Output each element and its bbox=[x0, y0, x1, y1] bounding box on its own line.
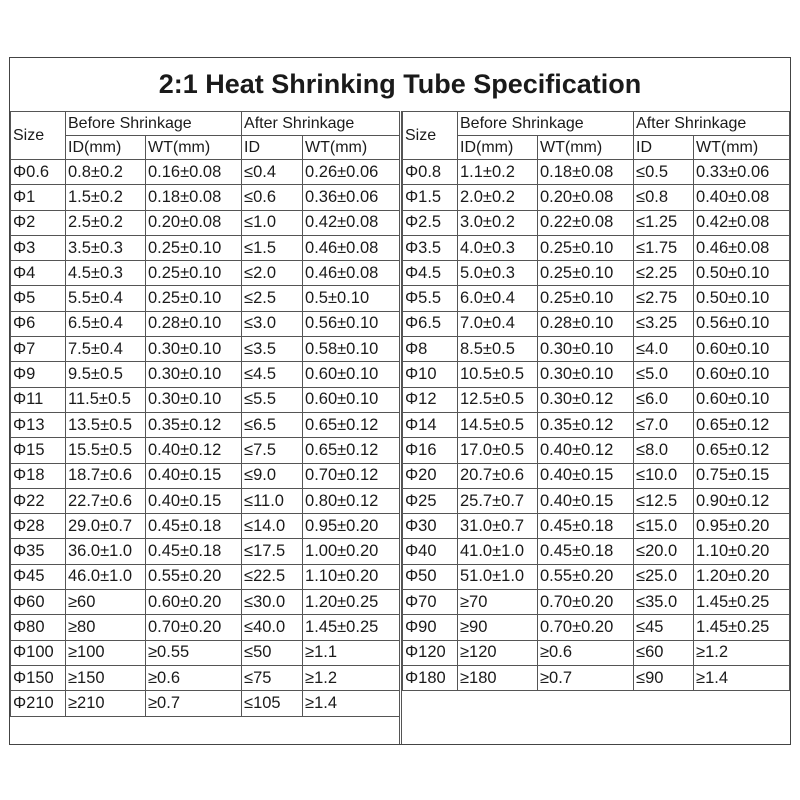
table-row bbox=[11, 311, 400, 336]
after-id-cell: ≤0.6 bbox=[242, 185, 303, 210]
after-id-cell: ≤75 bbox=[242, 665, 303, 690]
size-cell: Φ13 bbox=[11, 412, 66, 437]
before-id-cell: 4.0±0.3 bbox=[458, 235, 538, 260]
table-row bbox=[11, 362, 400, 387]
size-cell: Φ3.5 bbox=[403, 235, 458, 260]
before-id-cell: ≥150 bbox=[66, 665, 146, 690]
before-id-cell: 31.0±0.7 bbox=[458, 514, 538, 539]
before-wt-cell: 0.45±0.18 bbox=[146, 539, 242, 564]
before-id-cell: 2.5±0.2 bbox=[66, 210, 146, 235]
after-id-cell: ≤5.0 bbox=[634, 362, 694, 387]
after-id-cell: ≤35.0 bbox=[634, 590, 694, 615]
after-wt-header: WT(mm) bbox=[303, 136, 400, 160]
size-cell: Φ210 bbox=[11, 691, 66, 716]
after-id-cell: ≤2.5 bbox=[242, 286, 303, 311]
after-id-cell: ≤22.5 bbox=[242, 564, 303, 589]
size-cell: Φ1 bbox=[11, 185, 66, 210]
after-id-cell: ≤12.5 bbox=[634, 488, 694, 513]
size-cell: Φ10 bbox=[403, 362, 458, 387]
after-id-cell: ≤20.0 bbox=[634, 539, 694, 564]
before-wt-header: WT(mm) bbox=[146, 136, 242, 160]
after-id-cell: ≤9.0 bbox=[242, 463, 303, 488]
after-id-cell: ≤3.0 bbox=[242, 311, 303, 336]
size-cell: Φ2.5 bbox=[403, 210, 458, 235]
table-row bbox=[11, 235, 400, 260]
size-cell: Φ20 bbox=[403, 463, 458, 488]
before-wt-cell: 0.30±0.10 bbox=[538, 337, 634, 362]
before-wt-cell: ≥0.6 bbox=[146, 665, 242, 690]
table-row bbox=[11, 185, 400, 210]
size-cell: Φ0.6 bbox=[11, 160, 66, 185]
before-wt-cell: 0.25±0.10 bbox=[538, 286, 634, 311]
table-row bbox=[11, 615, 400, 640]
after-id-cell: ≤15.0 bbox=[634, 514, 694, 539]
before-id-cell: 7.5±0.4 bbox=[66, 337, 146, 362]
size-cell: Φ30 bbox=[403, 514, 458, 539]
size-cell: Φ120 bbox=[403, 640, 458, 665]
before-wt-cell: 0.40±0.15 bbox=[538, 488, 634, 513]
size-cell: Φ70 bbox=[403, 590, 458, 615]
before-wt-cell: 0.35±0.12 bbox=[146, 412, 242, 437]
page-title: 2:1 Heat Shrinking Tube Specification bbox=[10, 58, 790, 112]
before-id-cell: 3.5±0.3 bbox=[66, 235, 146, 260]
table-row bbox=[403, 235, 790, 260]
size-cell: Φ80 bbox=[11, 615, 66, 640]
after-id-cell: ≤7.0 bbox=[634, 412, 694, 437]
before-wt-cell: 0.55±0.20 bbox=[538, 564, 634, 589]
after-shrinkage-header: After Shrinkage bbox=[634, 112, 790, 136]
after-wt-cell: 0.46±0.08 bbox=[694, 235, 790, 260]
after-id-cell: ≤17.5 bbox=[242, 539, 303, 564]
after-id-cell: ≤4.0 bbox=[634, 337, 694, 362]
size-header: Size bbox=[403, 112, 458, 160]
before-wt-cell: 0.25±0.10 bbox=[538, 261, 634, 286]
before-wt-cell: 0.18±0.08 bbox=[538, 160, 634, 185]
size-cell: Φ3 bbox=[11, 235, 66, 260]
before-id-cell: ≥80 bbox=[66, 615, 146, 640]
before-wt-cell: 0.30±0.10 bbox=[146, 362, 242, 387]
after-id-cell: ≤2.0 bbox=[242, 261, 303, 286]
before-wt-cell: 0.16±0.08 bbox=[146, 160, 242, 185]
size-cell: Φ8 bbox=[403, 337, 458, 362]
after-wt-cell: 0.58±0.10 bbox=[303, 337, 400, 362]
before-wt-cell: 0.70±0.20 bbox=[146, 615, 242, 640]
before-id-cell: 14.5±0.5 bbox=[458, 412, 538, 437]
before-id-cell: 1.1±0.2 bbox=[458, 160, 538, 185]
after-wt-cell: 0.42±0.08 bbox=[303, 210, 400, 235]
right-spec-half bbox=[402, 111, 789, 691]
before-id-cell: 6.0±0.4 bbox=[458, 286, 538, 311]
left-table-body bbox=[11, 160, 400, 717]
size-cell: Φ25 bbox=[403, 488, 458, 513]
after-id-cell: ≤50 bbox=[242, 640, 303, 665]
after-wt-cell: 0.75±0.15 bbox=[694, 463, 790, 488]
after-wt-cell: 0.60±0.10 bbox=[303, 362, 400, 387]
before-wt-cell: 0.30±0.12 bbox=[538, 387, 634, 412]
before-wt-cell: ≥0.6 bbox=[538, 640, 634, 665]
after-id-cell: ≤60 bbox=[634, 640, 694, 665]
table-row bbox=[11, 539, 400, 564]
size-cell: Φ1.5 bbox=[403, 185, 458, 210]
before-id-cell: 11.5±0.5 bbox=[66, 387, 146, 412]
after-wt-cell: 0.46±0.08 bbox=[303, 261, 400, 286]
before-shrinkage-header: Before Shrinkage bbox=[66, 112, 242, 136]
size-header: Size bbox=[11, 112, 66, 160]
table-row bbox=[403, 488, 790, 513]
before-wt-cell: 0.70±0.20 bbox=[538, 590, 634, 615]
after-id-cell: ≤6.5 bbox=[242, 412, 303, 437]
before-id-cell: 36.0±1.0 bbox=[66, 539, 146, 564]
after-wt-cell: 1.10±0.20 bbox=[694, 539, 790, 564]
right-spec-table bbox=[402, 111, 790, 691]
after-id-cell: ≤2.25 bbox=[634, 261, 694, 286]
before-wt-cell: 0.40±0.12 bbox=[146, 438, 242, 463]
after-wt-cell: 0.60±0.10 bbox=[694, 387, 790, 412]
before-id-cell: 3.0±0.2 bbox=[458, 210, 538, 235]
after-wt-cell: 1.00±0.20 bbox=[303, 539, 400, 564]
after-wt-cell: 0.56±0.10 bbox=[694, 311, 790, 336]
before-id-header: ID(mm) bbox=[66, 136, 146, 160]
before-id-cell: 17.0±0.5 bbox=[458, 438, 538, 463]
table-row bbox=[11, 160, 400, 185]
table-row bbox=[11, 412, 400, 437]
after-id-cell: ≤1.0 bbox=[242, 210, 303, 235]
table-row bbox=[403, 665, 790, 690]
after-wt-cell: 0.95±0.20 bbox=[694, 514, 790, 539]
size-cell: Φ90 bbox=[403, 615, 458, 640]
table-row bbox=[11, 640, 400, 665]
before-id-cell: 0.8±0.2 bbox=[66, 160, 146, 185]
size-cell: Φ28 bbox=[11, 514, 66, 539]
after-id-cell: ≤0.5 bbox=[634, 160, 694, 185]
after-wt-cell: 0.56±0.10 bbox=[303, 311, 400, 336]
size-cell: Φ180 bbox=[403, 665, 458, 690]
before-wt-cell: 0.22±0.08 bbox=[538, 210, 634, 235]
table-row bbox=[403, 337, 790, 362]
size-cell: Φ40 bbox=[403, 539, 458, 564]
before-id-cell: 51.0±1.0 bbox=[458, 564, 538, 589]
after-wt-cell: 0.65±0.12 bbox=[303, 438, 400, 463]
before-id-cell: 18.7±0.6 bbox=[66, 463, 146, 488]
table-row bbox=[403, 640, 790, 665]
before-wt-cell: 0.30±0.10 bbox=[146, 337, 242, 362]
after-id-cell: ≤10.0 bbox=[634, 463, 694, 488]
table-row bbox=[403, 160, 790, 185]
after-wt-cell: 0.65±0.12 bbox=[303, 412, 400, 437]
after-id-cell: ≤45 bbox=[634, 615, 694, 640]
after-id-cell: ≤1.5 bbox=[242, 235, 303, 260]
before-wt-cell: 0.45±0.18 bbox=[538, 514, 634, 539]
before-wt-cell: ≥0.7 bbox=[146, 691, 242, 716]
after-id-cell: ≤11.0 bbox=[242, 488, 303, 513]
before-wt-cell: 0.25±0.10 bbox=[146, 235, 242, 260]
before-id-cell: 8.5±0.5 bbox=[458, 337, 538, 362]
after-shrinkage-header: After Shrinkage bbox=[242, 112, 400, 136]
after-id-cell: ≤30.0 bbox=[242, 590, 303, 615]
before-id-cell: 9.5±0.5 bbox=[66, 362, 146, 387]
before-wt-cell: 0.20±0.08 bbox=[146, 210, 242, 235]
before-id-cell: 5.0±0.3 bbox=[458, 261, 538, 286]
size-cell: Φ45 bbox=[11, 564, 66, 589]
before-shrinkage-header: Before Shrinkage bbox=[458, 112, 634, 136]
after-wt-cell: 0.70±0.12 bbox=[303, 463, 400, 488]
before-wt-cell: 0.45±0.18 bbox=[146, 514, 242, 539]
size-cell: Φ7 bbox=[11, 337, 66, 362]
after-wt-cell: 0.65±0.12 bbox=[694, 438, 790, 463]
after-id-cell: ≤2.75 bbox=[634, 286, 694, 311]
after-id-cell: ≤25.0 bbox=[634, 564, 694, 589]
table-row bbox=[11, 564, 400, 589]
table-row bbox=[11, 286, 400, 311]
after-wt-cell: 0.33±0.06 bbox=[694, 160, 790, 185]
size-cell: Φ15 bbox=[11, 438, 66, 463]
before-wt-cell: 0.25±0.10 bbox=[146, 261, 242, 286]
left-spec-half bbox=[10, 111, 399, 717]
before-id-cell: ≥210 bbox=[66, 691, 146, 716]
size-cell: Φ22 bbox=[11, 488, 66, 513]
before-id-cell: 1.5±0.2 bbox=[66, 185, 146, 210]
size-cell: Φ14 bbox=[403, 412, 458, 437]
size-cell: Φ6 bbox=[11, 311, 66, 336]
after-id-header: ID bbox=[634, 136, 694, 160]
after-id-header: ID bbox=[242, 136, 303, 160]
after-id-cell: ≤105 bbox=[242, 691, 303, 716]
after-wt-cell: 0.95±0.20 bbox=[303, 514, 400, 539]
table-row bbox=[403, 185, 790, 210]
right-table-body bbox=[403, 160, 790, 691]
after-wt-cell: 1.45±0.25 bbox=[694, 590, 790, 615]
size-cell: Φ5 bbox=[11, 286, 66, 311]
table-row bbox=[403, 539, 790, 564]
size-cell: Φ150 bbox=[11, 665, 66, 690]
after-wt-cell: ≥1.1 bbox=[303, 640, 400, 665]
after-wt-cell: 0.40±0.08 bbox=[694, 185, 790, 210]
after-id-cell: ≤4.5 bbox=[242, 362, 303, 387]
size-cell: Φ2 bbox=[11, 210, 66, 235]
after-wt-cell: 0.5±0.10 bbox=[303, 286, 400, 311]
before-wt-cell: 0.40±0.15 bbox=[146, 463, 242, 488]
size-cell: Φ9 bbox=[11, 362, 66, 387]
before-id-cell: 2.0±0.2 bbox=[458, 185, 538, 210]
table-row bbox=[403, 590, 790, 615]
before-wt-cell: 0.18±0.08 bbox=[146, 185, 242, 210]
before-id-cell: 5.5±0.4 bbox=[66, 286, 146, 311]
table-row bbox=[403, 412, 790, 437]
before-id-cell: 7.0±0.4 bbox=[458, 311, 538, 336]
size-cell: Φ35 bbox=[11, 539, 66, 564]
table-row bbox=[11, 210, 400, 235]
before-wt-cell: 0.40±0.15 bbox=[538, 463, 634, 488]
table-row bbox=[403, 514, 790, 539]
before-id-header: ID(mm) bbox=[458, 136, 538, 160]
after-id-cell: ≤40.0 bbox=[242, 615, 303, 640]
before-wt-cell: 0.30±0.10 bbox=[146, 387, 242, 412]
before-wt-cell: 0.28±0.10 bbox=[146, 311, 242, 336]
size-cell: Φ18 bbox=[11, 463, 66, 488]
size-cell: Φ16 bbox=[403, 438, 458, 463]
before-id-cell: 15.5±0.5 bbox=[66, 438, 146, 463]
before-wt-cell: 0.25±0.10 bbox=[146, 286, 242, 311]
after-id-cell: ≤14.0 bbox=[242, 514, 303, 539]
table-row bbox=[11, 590, 400, 615]
after-id-cell: ≤1.25 bbox=[634, 210, 694, 235]
table-row bbox=[11, 488, 400, 513]
after-wt-cell: 0.46±0.08 bbox=[303, 235, 400, 260]
before-id-cell: 29.0±0.7 bbox=[66, 514, 146, 539]
size-cell: Φ4 bbox=[11, 261, 66, 286]
before-id-cell: ≥60 bbox=[66, 590, 146, 615]
after-wt-cell: 1.10±0.20 bbox=[303, 564, 400, 589]
after-id-cell: ≤5.5 bbox=[242, 387, 303, 412]
table-row bbox=[11, 463, 400, 488]
before-wt-cell: 0.25±0.10 bbox=[538, 235, 634, 260]
table-row bbox=[11, 261, 400, 286]
before-id-cell: 13.5±0.5 bbox=[66, 412, 146, 437]
after-wt-cell: ≥1.2 bbox=[694, 640, 790, 665]
size-cell: Φ0.8 bbox=[403, 160, 458, 185]
table-row bbox=[403, 286, 790, 311]
table-row bbox=[403, 564, 790, 589]
size-cell: Φ100 bbox=[11, 640, 66, 665]
after-wt-cell: 0.60±0.10 bbox=[694, 337, 790, 362]
after-wt-cell: 0.80±0.12 bbox=[303, 488, 400, 513]
table-row bbox=[403, 311, 790, 336]
before-wt-header: WT(mm) bbox=[538, 136, 634, 160]
after-id-cell: ≤3.5 bbox=[242, 337, 303, 362]
after-id-cell: ≤0.8 bbox=[634, 185, 694, 210]
size-cell: Φ50 bbox=[403, 564, 458, 589]
before-wt-cell: 0.60±0.20 bbox=[146, 590, 242, 615]
after-wt-cell: 1.20±0.20 bbox=[694, 564, 790, 589]
size-cell: Φ6.5 bbox=[403, 311, 458, 336]
after-id-cell: ≤7.5 bbox=[242, 438, 303, 463]
after-id-cell: ≤8.0 bbox=[634, 438, 694, 463]
before-id-cell: 41.0±1.0 bbox=[458, 539, 538, 564]
before-id-cell: 25.7±0.7 bbox=[458, 488, 538, 513]
after-wt-cell: 1.45±0.25 bbox=[303, 615, 400, 640]
after-wt-cell: 0.60±0.10 bbox=[303, 387, 400, 412]
spec-table-frame bbox=[9, 57, 791, 745]
before-id-cell: 46.0±1.0 bbox=[66, 564, 146, 589]
after-id-cell: ≤3.25 bbox=[634, 311, 694, 336]
table-row bbox=[403, 615, 790, 640]
before-wt-cell: 0.35±0.12 bbox=[538, 412, 634, 437]
table-row bbox=[11, 665, 400, 690]
after-wt-cell: 0.50±0.10 bbox=[694, 286, 790, 311]
after-wt-cell: 1.45±0.25 bbox=[694, 615, 790, 640]
before-id-cell: 20.7±0.6 bbox=[458, 463, 538, 488]
before-id-cell: ≥120 bbox=[458, 640, 538, 665]
before-wt-cell: 0.55±0.20 bbox=[146, 564, 242, 589]
before-id-cell: ≥70 bbox=[458, 590, 538, 615]
before-wt-cell: 0.70±0.20 bbox=[538, 615, 634, 640]
before-wt-cell: 0.45±0.18 bbox=[538, 539, 634, 564]
size-cell: Φ12 bbox=[403, 387, 458, 412]
after-id-cell: ≤6.0 bbox=[634, 387, 694, 412]
before-id-cell: ≥180 bbox=[458, 665, 538, 690]
after-wt-cell: 1.20±0.25 bbox=[303, 590, 400, 615]
after-wt-cell: ≥1.4 bbox=[303, 691, 400, 716]
after-wt-header: WT(mm) bbox=[694, 136, 790, 160]
table-row bbox=[11, 387, 400, 412]
before-wt-cell: 0.20±0.08 bbox=[538, 185, 634, 210]
before-id-cell: 22.7±0.6 bbox=[66, 488, 146, 513]
before-id-cell: 6.5±0.4 bbox=[66, 311, 146, 336]
table-row bbox=[11, 438, 400, 463]
table-row bbox=[403, 210, 790, 235]
after-wt-cell: ≥1.2 bbox=[303, 665, 400, 690]
after-id-cell: ≤1.75 bbox=[634, 235, 694, 260]
left-spec-table bbox=[10, 111, 400, 717]
table-row bbox=[403, 261, 790, 286]
after-wt-cell: 0.26±0.06 bbox=[303, 160, 400, 185]
after-id-cell: ≤0.4 bbox=[242, 160, 303, 185]
before-wt-cell: 0.30±0.10 bbox=[538, 362, 634, 387]
before-wt-cell: ≥0.7 bbox=[538, 665, 634, 690]
size-cell: Φ60 bbox=[11, 590, 66, 615]
before-id-cell: 10.5±0.5 bbox=[458, 362, 538, 387]
before-wt-cell: 0.40±0.12 bbox=[538, 438, 634, 463]
before-id-cell: 12.5±0.5 bbox=[458, 387, 538, 412]
after-wt-cell: 0.60±0.10 bbox=[694, 362, 790, 387]
after-wt-cell: 0.65±0.12 bbox=[694, 412, 790, 437]
before-wt-cell: 0.40±0.15 bbox=[146, 488, 242, 513]
before-id-cell: ≥100 bbox=[66, 640, 146, 665]
table-row bbox=[403, 387, 790, 412]
table-row bbox=[11, 337, 400, 362]
table-row bbox=[403, 362, 790, 387]
table-row bbox=[403, 463, 790, 488]
before-id-cell: ≥90 bbox=[458, 615, 538, 640]
before-id-cell: 4.5±0.3 bbox=[66, 261, 146, 286]
before-wt-cell: ≥0.55 bbox=[146, 640, 242, 665]
after-wt-cell: ≥1.4 bbox=[694, 665, 790, 690]
after-wt-cell: 0.90±0.12 bbox=[694, 488, 790, 513]
after-wt-cell: 0.36±0.06 bbox=[303, 185, 400, 210]
before-wt-cell: 0.28±0.10 bbox=[538, 311, 634, 336]
after-id-cell: ≤90 bbox=[634, 665, 694, 690]
after-wt-cell: 0.42±0.08 bbox=[694, 210, 790, 235]
after-wt-cell: 0.50±0.10 bbox=[694, 261, 790, 286]
size-cell: Φ5.5 bbox=[403, 286, 458, 311]
size-cell: Φ11 bbox=[11, 387, 66, 412]
table-row bbox=[11, 691, 400, 716]
table-row bbox=[403, 438, 790, 463]
table-row bbox=[11, 514, 400, 539]
size-cell: Φ4.5 bbox=[403, 261, 458, 286]
